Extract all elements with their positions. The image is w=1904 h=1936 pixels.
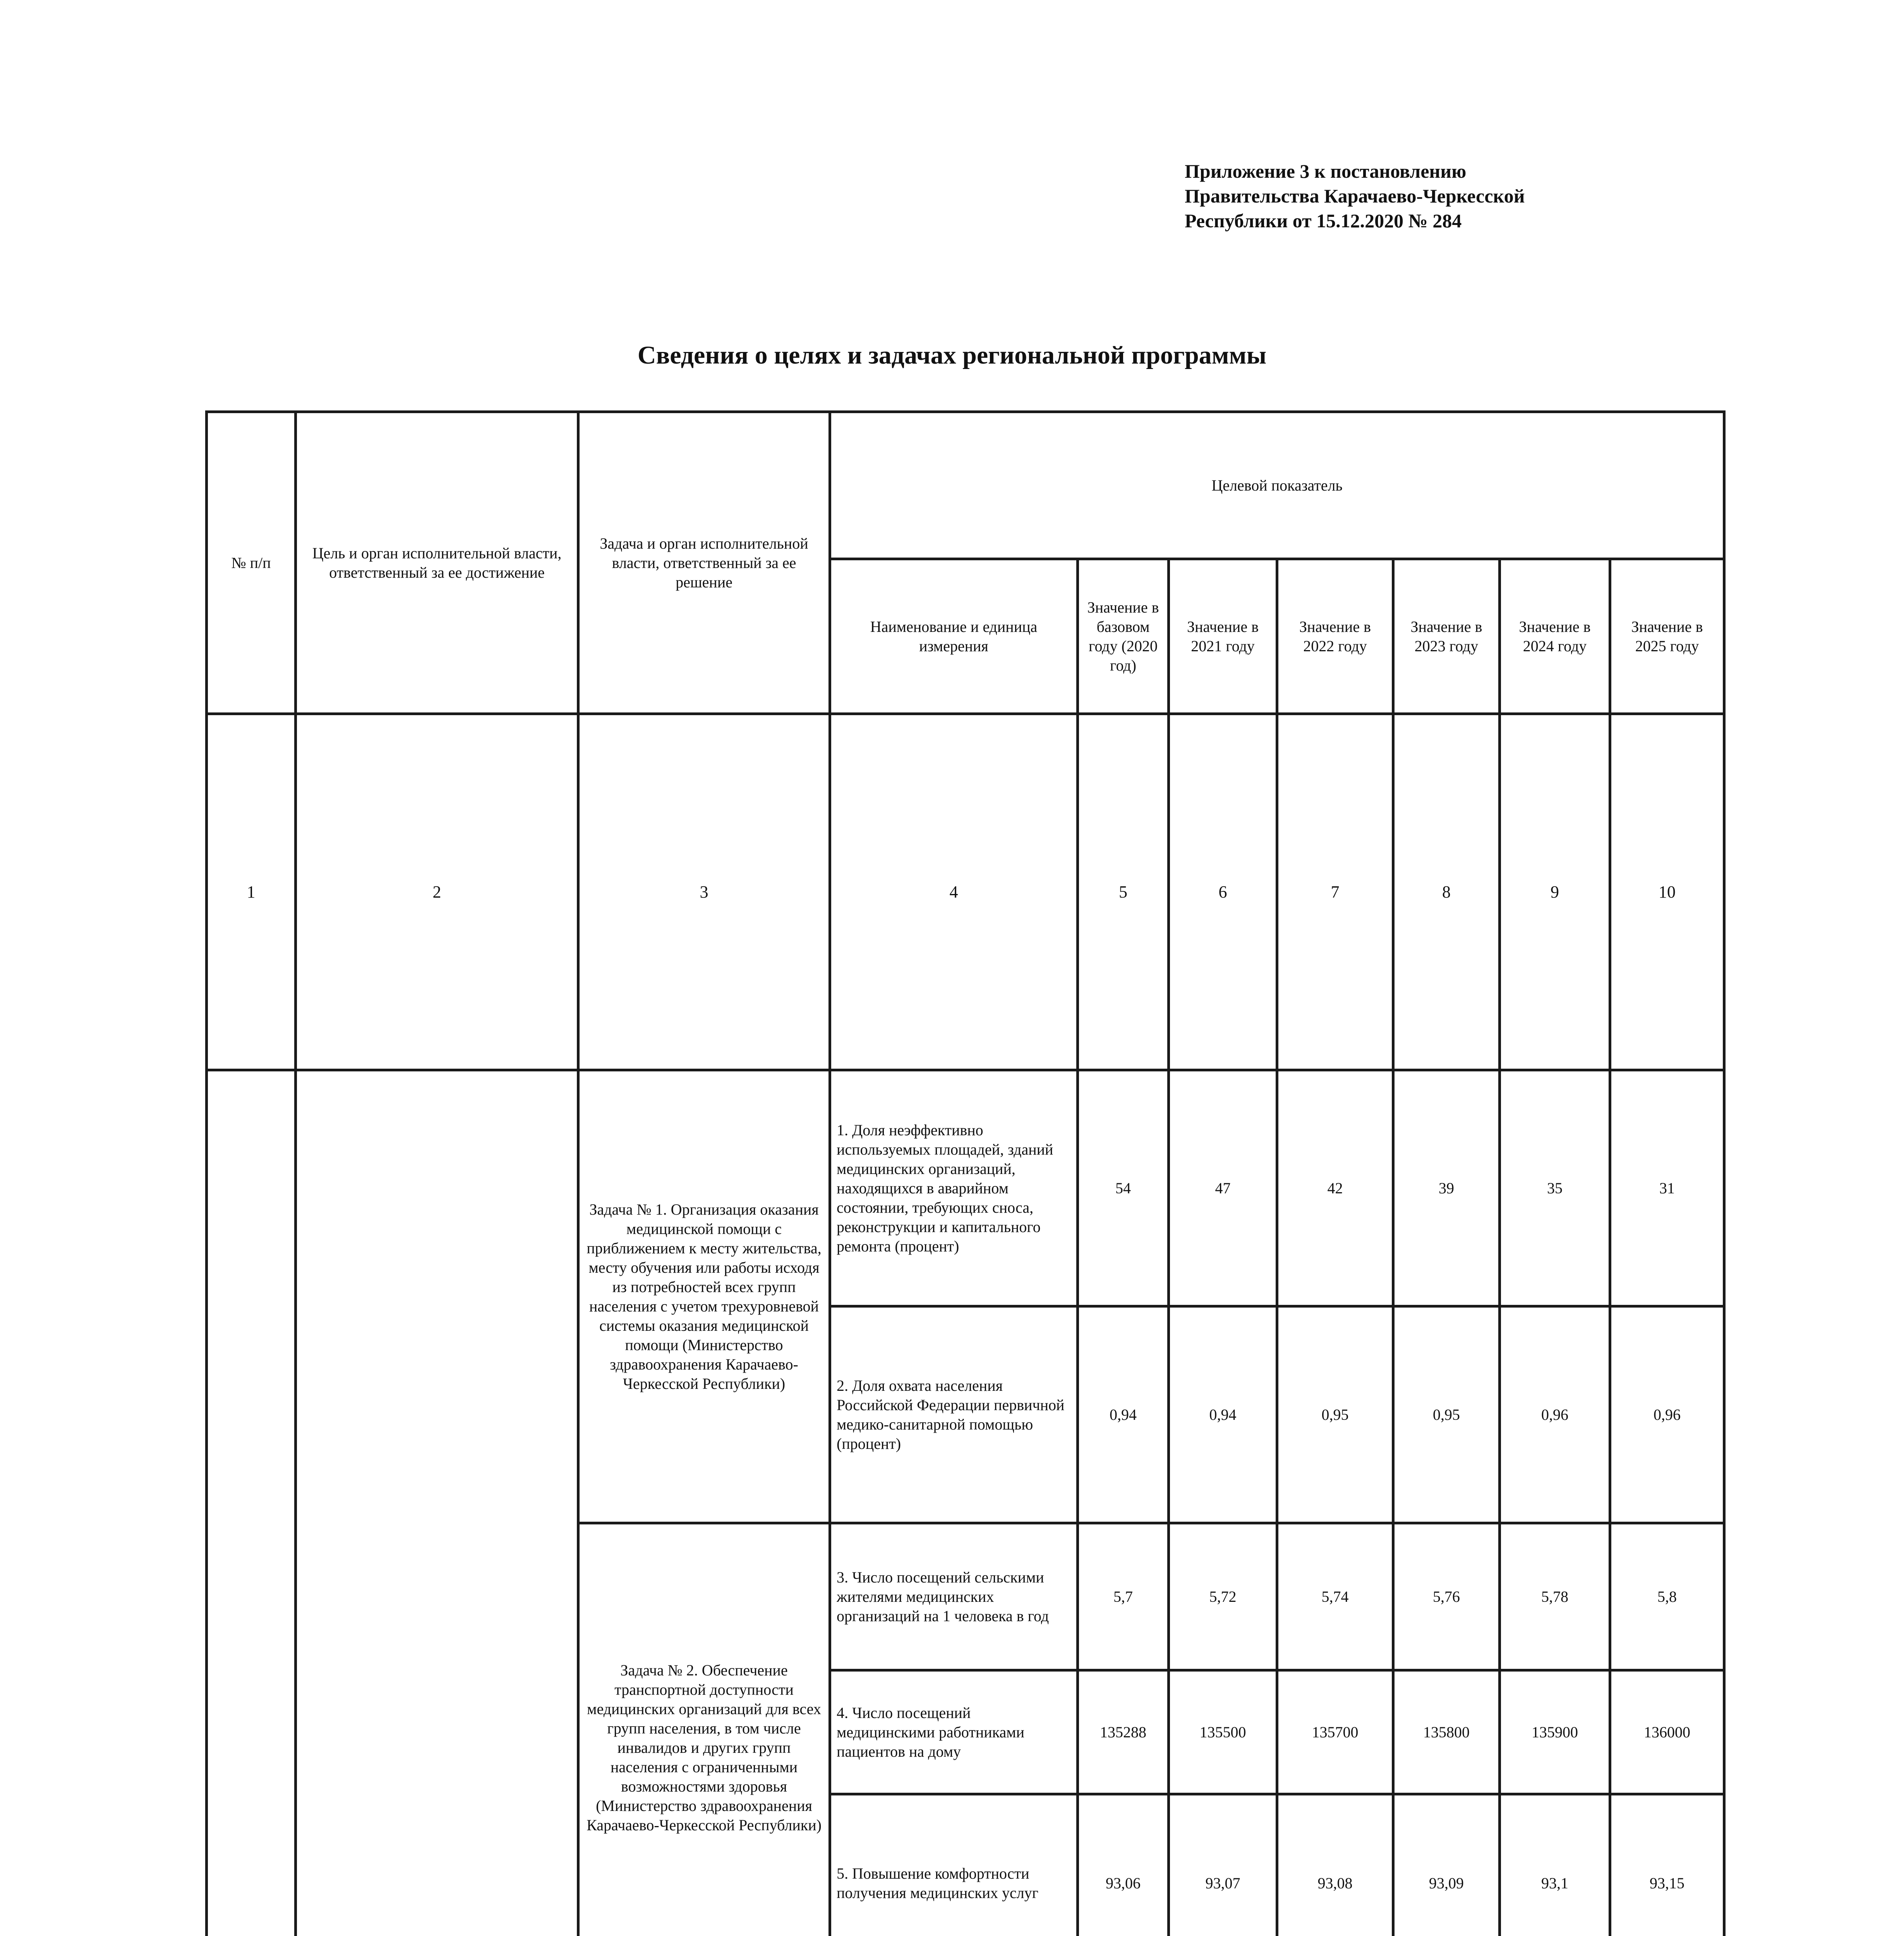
goals-table <box>205 410 1726 1936</box>
indicator-3-2024: 5,78 <box>1500 1523 1610 1670</box>
col-number-8: 8 <box>1393 714 1500 1070</box>
indicator-1-base: 54 <box>1078 1070 1169 1306</box>
indicator-3-2021: 5,72 <box>1169 1523 1277 1670</box>
indicator-5-2021: 93,07 <box>1169 1794 1277 1936</box>
indicator-5-2024: 93,1 <box>1500 1794 1610 1936</box>
col-number-6: 6 <box>1169 714 1277 1070</box>
indicator-5-2022: 93,08 <box>1277 1794 1393 1936</box>
task-2: Задача № 2. Обеспечение транспортной доступности медицинских организаций для всех групп населения, в том числе инвалидов и других групп населения с ограниченными возможностями здоровья (Министерство здравоохранения Карачаево-Черкесской Республики) <box>578 1523 830 1936</box>
task-1: Задача № 1. Организация оказания медицинской помощи с приближением к месту жительства, месту обучения или работы исходя из потребностей всех групп населения с учетом трехуровневой системы оказания медицинской помощи (Министерство здравоохранения Карачаево-Черкесской Республики) <box>578 1070 830 1523</box>
indicator-2-2021: 0,94 <box>1169 1306 1277 1523</box>
col-number-7: 7 <box>1277 714 1393 1070</box>
annex-line-1: Приложение 3 к постановлению <box>1185 160 1467 182</box>
indicator-1-2025: 31 <box>1610 1070 1724 1306</box>
indicator-1-2022: 42 <box>1277 1070 1393 1306</box>
header-2023: Значение в 2023 году <box>1393 559 1500 714</box>
col-number-4: 4 <box>830 714 1078 1070</box>
indicator-2-name: 2. Доля охвата населения Российской Федерации первичной медико-санитарной помощью (процент) <box>830 1306 1078 1523</box>
header-2021: Значение в 2021 году <box>1169 559 1277 714</box>
indicator-1-2021: 47 <box>1169 1070 1277 1306</box>
header-goal: Цель и орган исполнительной власти, ответственный за ее достижение <box>296 412 578 714</box>
indicator-1-2024: 35 <box>1500 1070 1610 1306</box>
indicator-3-2022: 5,74 <box>1277 1523 1393 1670</box>
header-num: № п/п <box>207 412 296 714</box>
indicator-2-2022: 0,95 <box>1277 1306 1393 1523</box>
header-2025: Значение в 2025 году <box>1610 559 1724 714</box>
header-indicator-name: Наименование и единица измерения <box>830 559 1078 714</box>
indicator-4-2021: 135500 <box>1169 1670 1277 1794</box>
indicator-5-base: 93,06 <box>1078 1794 1169 1936</box>
col-number-10: 10 <box>1610 714 1724 1070</box>
indicator-5-2023: 93,09 <box>1393 1794 1500 1936</box>
indicator-4-2023: 135800 <box>1393 1670 1500 1794</box>
empty-cell-goal <box>296 1070 578 1936</box>
annex-line-2: Правительства Карачаево-Черкесской <box>1185 185 1525 207</box>
indicator-4-2024: 135900 <box>1500 1670 1610 1794</box>
col-number-1: 1 <box>207 714 296 1070</box>
header-base-year: Значение в базовом году (2020 год) <box>1078 559 1169 714</box>
indicator-5-name: 5. Повышение комфортности получения медицинских услуг <box>830 1794 1078 1936</box>
indicator-3-2025: 5,8 <box>1610 1523 1724 1670</box>
col-number-9: 9 <box>1500 714 1610 1070</box>
indicator-2-2023: 0,95 <box>1393 1306 1500 1523</box>
indicator-3-2023: 5,76 <box>1393 1523 1500 1670</box>
indicator-4-2022: 135700 <box>1277 1670 1393 1794</box>
indicator-3-name: 3. Число посещений сельскими жителями медицинских организаций на 1 человека в год <box>830 1523 1078 1670</box>
indicator-5-2025: 93,15 <box>1610 1794 1724 1936</box>
header-target-indicator: Целевой показатель <box>830 412 1724 559</box>
document-title: Сведения о целях и задачах региональной программы <box>637 341 1267 369</box>
column-number-row <box>207 714 1724 1070</box>
indicator-4-base: 135288 <box>1078 1670 1169 1794</box>
empty-cell-num <box>207 1070 296 1936</box>
header-2022: Значение в 2022 году <box>1277 559 1393 714</box>
indicator-1-2023: 39 <box>1393 1070 1500 1306</box>
indicator-2-base: 0,94 <box>1078 1306 1169 1523</box>
table-row <box>207 1070 1724 1306</box>
annex-line-3: Республики от 15.12.2020 № 284 <box>1185 210 1462 232</box>
indicator-2-2024: 0,96 <box>1500 1306 1610 1523</box>
indicator-4-name: 4. Число посещений медицинскими работниками пациентов на дому <box>830 1670 1078 1794</box>
header-2024: Значение в 2024 году <box>1500 559 1610 714</box>
indicator-3-base: 5,7 <box>1078 1523 1169 1670</box>
annex-reference <box>1185 159 1525 233</box>
indicator-1-name: 1. Доля неэффективно используемых площадей, зданий медицинских организаций, находящихся в аварийном состоянии, требующих сноса, реконструкции и капитального ремонта (процент) <box>830 1070 1078 1306</box>
col-number-5: 5 <box>1078 714 1169 1070</box>
col-number-2: 2 <box>296 714 578 1070</box>
header-task: Задача и орган исполнительной власти, ответственный за ее решение <box>578 412 830 714</box>
col-number-3: 3 <box>578 714 830 1070</box>
indicator-4-2025: 136000 <box>1610 1670 1724 1794</box>
indicator-2-2025: 0,96 <box>1610 1306 1724 1523</box>
